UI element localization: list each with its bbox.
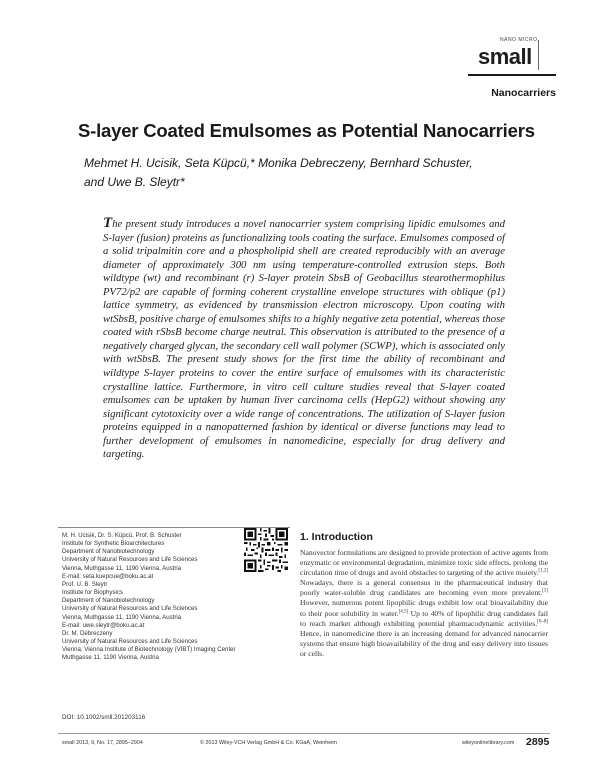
affiliation-email[interactable]: E-mail: seta.kuepcue@boku.ac.at	[62, 572, 154, 580]
citation-ref[interactable]: [1,2]	[538, 568, 548, 574]
citation-ref[interactable]: [6–8]	[537, 619, 548, 625]
citation-ref[interactable]: [3]	[542, 588, 548, 594]
section-heading-introduction: 1. Introduction	[300, 531, 373, 543]
affiliation-line: Department of Nanobiotechnology	[62, 548, 155, 556]
footer-rule	[58, 733, 550, 734]
affiliation-line: Prof. U. B. Sleytr	[62, 580, 108, 588]
footer-website-link[interactable]: wileyonlinelibrary.com	[462, 740, 515, 746]
header-rule	[468, 74, 556, 76]
intro-text: Hence, in nanomedicine there is an increasing demand for advanced nanocarrier systems that ensure high bioavailability of the drug and easy delivery into tissues or cells.	[300, 628, 548, 658]
logo-small-text: NANO MICRO	[500, 37, 538, 43]
author-line-2: and Uwe B. Sleytr*	[84, 175, 185, 189]
article-title: S-layer Coated Emulsomes as Potential Nanocarriers	[78, 120, 535, 141]
doi[interactable]: DOI: 10.1002/smll.201203116	[62, 714, 146, 721]
affiliation-line: Vienna, Vienna Institute of Biotechnology (VIBT) Imaging Center	[62, 646, 236, 654]
introduction-paragraph	[300, 548, 548, 659]
affiliation-line: University of Natural Resources and Life Sciences	[62, 638, 198, 646]
footer-citation: small 2013, 9, No. 17, 2895–2904	[62, 740, 143, 746]
page-number: 2895	[526, 736, 550, 748]
abstract-text: he present study introduces a novel nanocarrier system comprising lipidic emulsomes and S-layer (fusion) proteins as functionalizing tools coating the surface. Emulsomes composed of a solid tripalmitin core and a phospholipid shell are created reproducibly with an average diameter of approximately 300 nm using temperature-controlled extrusion steps. Both wildtype (wt) and recombinant (r) S-layer protein SbsB of Geobacillus stearothermophilus PV72/p2 are capable of forming coherent crystalline envelope structures with oblique (p1) lattice symmetry, as evidenced by transmission electron microscopy. Upon coating with wtSbsB, positive charge of emulsomes shifts to a highly negative zeta potential, whereas those coated with rSbsB become charge neutral. This observation is attributed to the presence of a negatively charged glycan, the secondary cell wall polymer (SCWP), which is associated only with wtSbsB. The present study shows for the first time the ability of recombinant and wildtype S-layer proteins to cover the entire surface of emulsomes with its characteristic crystalline lattice. Furthermore, in vitro cell culture studies reveal that S-layer coated emulsomes can be uptaken by human liver carcinoma cells (HepG2) without showing any significant cytotoxicity over a wide range of concentrations. The utilization of S-layer fusion proteins equipped in a nanopatterned fashion by identical or diverse functions may lead to further development of emulsomes in nanomedicine, especially for drug delivery and targeting.	[103, 218, 505, 461]
intro-text: Nanovector formulations are designed to provide protection of active agents from enzymatic or environmental degradation, minimize toxic side effects, prolong the circulation time of drugs and avoid obstacles to targeting of the active moiety.	[300, 548, 548, 578]
author-list	[84, 154, 504, 192]
intro-text: Up to 40% of lipophilic drug candidates fail to reach market although exhibiting potential pharmacodynamic activities.	[300, 608, 548, 628]
author-line-1: Mehmet H. Ucisik, Seta Küpcü,* Monika Debreczeny, Bernhard Schuster,	[84, 156, 473, 170]
affiliation-line: Department of Nanobiotechnology	[62, 597, 155, 605]
affiliation-line: Dr. M. Debreczeny	[62, 629, 113, 637]
footer-copyright: © 2013 Wiley-VCH Verlag GmbH & Co. KGaA, Weinheim	[200, 740, 337, 746]
affiliation-line: University of Natural Resources and Life Sciences	[62, 605, 198, 613]
affiliation-line: Muthgasse 11, 1190 Vienna, Austria	[62, 654, 159, 662]
section-tag: Nanocarriers	[491, 87, 556, 99]
logo-word: small	[478, 44, 532, 69]
affiliation-block-2	[62, 581, 292, 630]
affiliation-line: Institute for Biophysics	[62, 589, 123, 597]
affiliation-line: M. H. Ucisik, Dr. S. Küpcü, Prof. B. Schuster	[62, 532, 182, 539]
citation-ref[interactable]: [4,5]	[398, 609, 409, 615]
abstract	[103, 217, 505, 462]
intro-text: However, numerous potent lipophilic drugs exhibit low oral bioavailability due to their poor solubility in water.	[300, 598, 548, 618]
affiliation-block-3	[62, 630, 292, 663]
affiliation-line: Vienna, Muthgasse 11, 1190 Vienna, Austria	[62, 613, 182, 621]
intro-text: Nowadays, there is a general consensus in the pharmaceutical industry that poorly water-soluble drug candidates are becoming even more prevalent.	[300, 578, 548, 598]
journal-logo	[478, 36, 562, 72]
affiliation-line: University of Natural Resources and Life Sciences	[62, 556, 198, 564]
affiliation-line: Institute for Synthetic Bioarchitectures	[62, 540, 165, 548]
affiliation-line: Vienna, Muthgasse 11, 1190 Vienna, Austria	[62, 564, 182, 572]
qr-code-icon[interactable]	[244, 528, 288, 572]
logo-divider	[538, 40, 539, 70]
abstract-dropcap: T	[103, 215, 113, 231]
affiliation-email[interactable]: E-mail: uwe.sleytr@boku.ac.at	[62, 621, 145, 629]
